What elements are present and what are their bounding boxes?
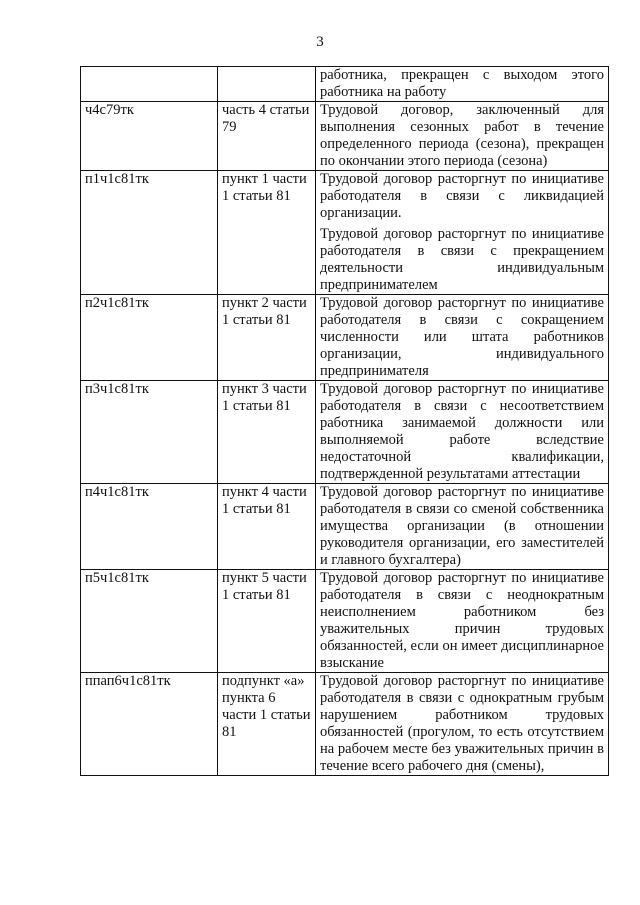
row-article-ref: часть 4 статьи 79 bbox=[218, 102, 316, 171]
row-code: п4ч1с81тк bbox=[81, 484, 218, 570]
row-description bbox=[316, 570, 609, 673]
description-paragraph: Трудовой договор расторгнут по инициативе работодателя в связи с прекращением деятельности индивидуальным предпринимателем bbox=[320, 226, 604, 293]
table-row bbox=[81, 102, 609, 171]
row-description bbox=[316, 484, 609, 570]
codes-table bbox=[80, 66, 609, 776]
description-paragraph: работника, прекращен с выходом этого работника на работу bbox=[320, 67, 604, 100]
row-description bbox=[316, 673, 609, 776]
description-paragraph: Трудовой договор расторгнут по инициативе работодателя в связи с несоответствием работника занимаемой должности или выполняемой работе вследствие недостаточной квалификации, подтвержденной результатами аттестации bbox=[320, 381, 604, 482]
page-number: 3 bbox=[316, 34, 324, 50]
description-paragraph: Трудовой договор расторгнут по инициативе работодателя в связи со сменой собственника имущества организации (в отношении руководителя организации, его заместителей и главного бухгалтера) bbox=[320, 484, 604, 568]
description-paragraph: Трудовой договор расторгнут по инициативе работодателя в связи с неоднократным неисполнением работником без уважительных причин трудовых обязанностей, если он имеет дисциплинарное взыскание bbox=[320, 570, 604, 671]
table-row bbox=[81, 673, 609, 776]
description-paragraph: Трудовой договор расторгнут по инициативе работодателя в связи с однократным грубым нарушением работником трудовых обязанностей (прогулом, то есть отсутствием на рабочем месте без уважительных причин в течение всего рабочего дня (смены), bbox=[320, 673, 604, 774]
table-row bbox=[81, 171, 609, 295]
row-article-ref: пункт 1 части 1 статьи 81 bbox=[218, 171, 316, 295]
row-description bbox=[316, 171, 609, 295]
row-code: п3ч1с81тк bbox=[81, 381, 218, 484]
row-code: п2ч1с81тк bbox=[81, 295, 218, 381]
row-article-ref: пункт 4 части 1 статьи 81 bbox=[218, 484, 316, 570]
row-description bbox=[316, 67, 609, 102]
table-row bbox=[81, 67, 609, 102]
row-article-ref: пункт 5 части 1 статьи 81 bbox=[218, 570, 316, 673]
row-code: п5ч1с81тк bbox=[81, 570, 218, 673]
description-paragraph: Трудовой договор расторгнут по инициативе работодателя в связи с сокращением численности или штата работников организации, индивидуального предпринимателя bbox=[320, 295, 604, 379]
row-article-ref: подпункт «а» пункта 6 части 1 статьи 81 bbox=[218, 673, 316, 776]
row-article-ref: пункт 2 части 1 статьи 81 bbox=[218, 295, 316, 381]
row-article-ref: пункт 3 части 1 статьи 81 bbox=[218, 381, 316, 484]
table-row bbox=[81, 381, 609, 484]
table-row bbox=[81, 484, 609, 570]
row-description bbox=[316, 295, 609, 381]
description-paragraph: Трудовой договор, заключенный для выполнения сезонных работ в течение определенного периода (сезона), прекращен по окончании этого периода (сезона) bbox=[320, 102, 604, 169]
table-row bbox=[81, 570, 609, 673]
row-description bbox=[316, 381, 609, 484]
row-code bbox=[81, 67, 218, 102]
row-code: ч4с79тк bbox=[81, 102, 218, 171]
row-code: ппап6ч1с81тк bbox=[81, 673, 218, 776]
row-article-ref bbox=[218, 67, 316, 102]
row-code: п1ч1с81тк bbox=[81, 171, 218, 295]
description-paragraph: Трудовой договор расторгнут по инициативе работодателя в связи с ликвидацией организации. bbox=[320, 171, 604, 221]
table-row bbox=[81, 295, 609, 381]
row-description bbox=[316, 102, 609, 171]
